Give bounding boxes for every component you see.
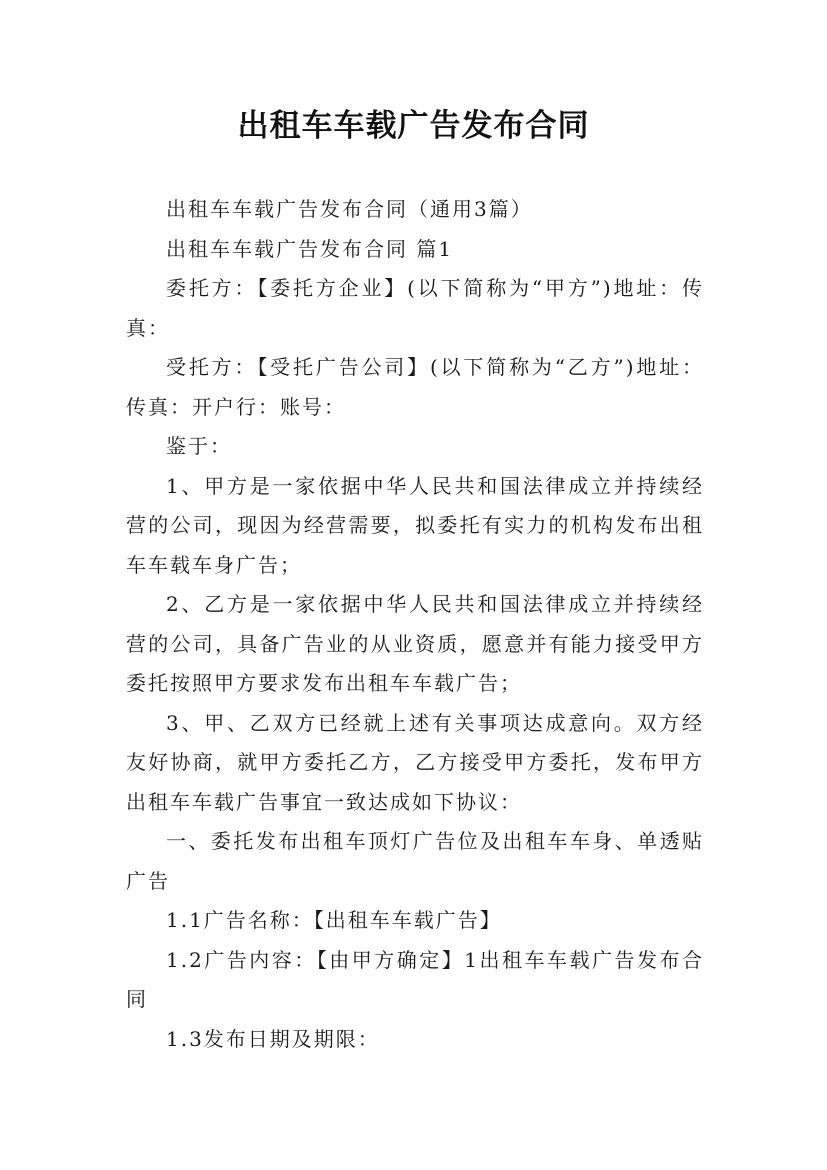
paragraph-section-heading: 出租车车载广告发布合同 篇1 [166,236,454,261]
paragraph-item-1-2: 1.2广告内容：【由甲方确定】1出租车车载广告发布合同 [126,947,704,1011]
paragraph-agent-party: 受托方：【受托广告公司】(以下简称为“乙方”)地址：传真：开户行：账号： [126,355,704,419]
document-body [126,190,704,1059]
paragraph-client-party: 委托方：【委托方企业】(以下简称为“甲方”)地址：传真： [126,276,704,340]
document-title: 出租车车载广告发布合同 [237,108,590,144]
paragraph-clause-3: 3、甲、乙双方已经就上述有关事项达成意向。双方经友好协商，就甲方委托乙方，乙方接受甲方委托，发布甲方出租车车载广告事宜一致达成如下协议： [126,710,704,814]
paragraph-whereas: 鉴于： [166,434,232,458]
paragraph-item-1-1: 1.1广告名称：【出租车车载广告】 [166,908,502,932]
paragraph-item-1-3: 1.3发布日期及期限： [166,1026,380,1051]
paragraph-clause-1: 1、甲方是一家依据中华人民共和国法律成立并持续经营的公司，现因为经营需要，拟委托有实力的机构发布出租车车载车身广告； [126,473,704,577]
paragraph-clause-2: 2、乙方是一家依据中华人民共和国法律成立并持续经营的公司，具备广告业的从业资质，愿意并有能力接受甲方委托按照甲方要求发布出租车车载广告； [126,592,704,695]
paragraph-subtitle: 出租车车载广告发布合同（通用3篇） [166,197,533,221]
paragraph-article-1: 一、委托发布出租车顶灯广告位及出租车车身、单透贴广告 [126,829,704,893]
